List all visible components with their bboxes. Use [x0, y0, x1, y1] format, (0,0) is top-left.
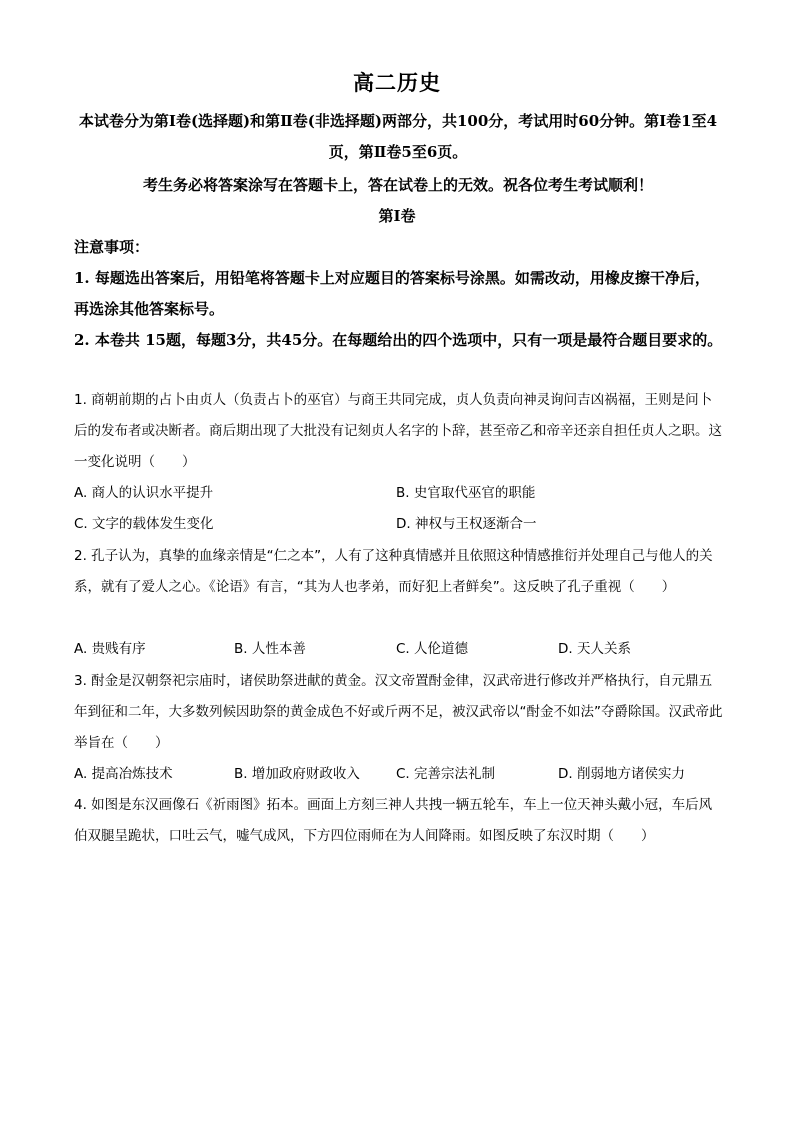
question-2-options: [74, 634, 724, 665]
question-2-stem: 2. 孔子认为，真挚的血缘亲情是“仁之本”，人有了这种真情感并且依照这种情感推衍并处理自己与他人的关系，就有了爱人之心。《论语》有言，“其为人也孝弟，而好犯上者鲜矣”。这反映了孔子重视（ ）: [74, 548, 713, 595]
question-3-stem: 3. 酎金是汉朝祭祀宗庙时，诸侯助祭进献的黄金。汉文帝置酎金律，汉武帝进行修改并严格执行，自元鼎五年到征和二年，大多数列候因助祭的黄金成色不好或斤两不足，被汉武帝以“酎金不如法”夺爵除国。汉武帝此举旨在（ ）: [74, 673, 723, 751]
exam-intro: 本试卷分为第Ⅰ卷(选择题)和第Ⅱ卷(非选择题)两部分，共100分，考试用时60分钟。第Ⅰ卷1至4页，第Ⅱ卷5至6页。: [78, 112, 718, 161]
instructions-heading: 注意事项：: [74, 238, 150, 256]
question-1-option-b: B. 史官取代巫官的职能: [396, 485, 536, 501]
question-4-stem: 4. 如图是东汉画像石《祈雨图》拓本。画面上方刻三神人共拽一辆五轮车，车上一位天神头戴小冠，车后风伯双腿呈跪状，口吐云气，嘘气成风，下方四位雨师在为人间降雨。如图反映了东汉时期（ ）: [74, 797, 713, 844]
question-2-option-b: B. 人性本善: [234, 641, 306, 657]
question-3-option-a: A. 提高冶炼技术: [74, 766, 173, 782]
volume-heading: 第Ⅰ卷: [378, 207, 416, 225]
page-title: 高二历史: [353, 70, 441, 95]
question-1-option-c: C. 文字的载体发生变化: [74, 516, 214, 532]
question-3-option-b: B. 增加政府财政收入: [234, 766, 360, 782]
question-1-option-d: D. 神权与王权逐渐合一: [396, 516, 537, 532]
question-3-option-d: D. 削弱地方诸侯实力: [558, 766, 685, 782]
question-2-option-d: D. 天人关系: [558, 641, 631, 657]
instruction-item-2: 2. 本卷共 15题，每题3分，共45分。在每题给出的四个选项中，只有一项是最符合题目要求的。: [74, 331, 723, 349]
exam-notice: 考生务必将答案涂写在答题卡上，答在试卷上的无效。祝各位考生考试顺利！: [142, 176, 653, 194]
question-3-option-c: C. 完善宗法礼制: [396, 766, 496, 782]
question-2-option-c: C. 人伦道德: [396, 641, 469, 657]
question-1-options-row-2: [74, 509, 724, 540]
instruction-item-1: 1. 每题选出答案后，用铅笔将答题卡上对应题目的答案标号涂黑。如需改动，用橡皮擦干净后，再选涂其他答案标号。: [74, 269, 710, 318]
question-2-option-a: A. 贵贱有序: [74, 641, 146, 657]
question-1-option-a: A. 商人的认识水平提升: [74, 485, 214, 501]
question-1-options-row-1: [74, 478, 724, 509]
question-1-stem: 1. 商朝前期的占卜由贞人（负责占卜的巫官）与商王共同完成，贞人负责向神灵询问吉凶祸福，王则是问卜后的发布者或决断者。商后期出现了大批没有记刻贞人名字的卜辞，甚至帝乙和帝辛还亲自担任贞人之职。这一变化说明（ ）: [74, 392, 722, 470]
question-3-options: [74, 759, 724, 790]
